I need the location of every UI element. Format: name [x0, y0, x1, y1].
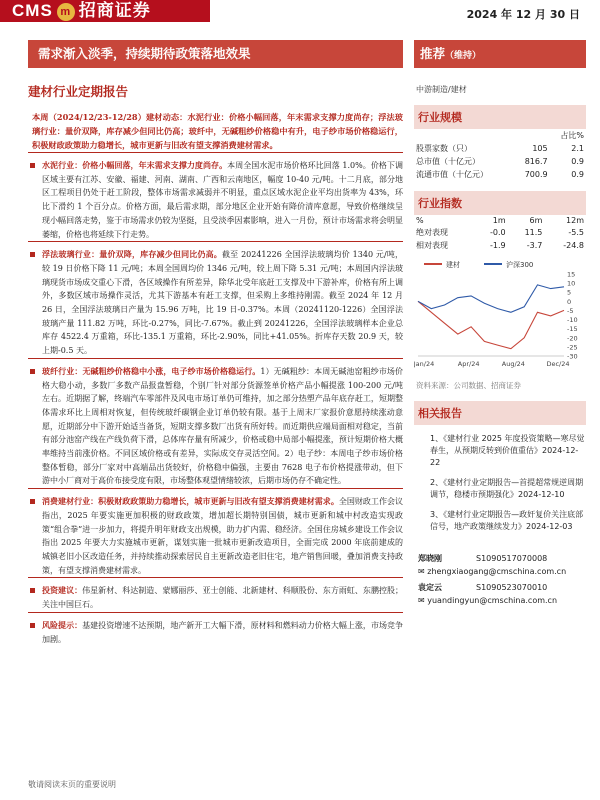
section-head: 玻纤行业：无碱粗纱价格稳中小涨，电子纱市场价格稳运行。: [42, 365, 261, 376]
logo-mark-icon: m: [57, 3, 75, 21]
cell: 流通市值（十亿元）: [416, 170, 488, 179]
related-title: 相关报告: [414, 401, 586, 425]
section-head: 水泥行业：价格小幅回落，年末需求支撑力度尚存。: [42, 160, 228, 170]
section-head: 浮法玻璃行业：量价双降，库存减少但同比仍高。: [42, 249, 222, 260]
rating-banner: [414, 40, 586, 68]
y-tick-label: -15: [567, 325, 578, 334]
bullet-icon: [30, 588, 35, 593]
section-risk: [28, 619, 403, 646]
cell: 总市值（十亿元）: [416, 157, 480, 166]
list-item[interactable]: [418, 509, 586, 533]
analyst-name: 郑晓刚: [418, 554, 442, 563]
divider: [28, 612, 403, 613]
section-body: 全国财政工作会议指出，2025 年要实施更加积极的财政政策，增加超长期特别国债，城市更新和城中村改造实现政策“组合拳”进一步加力，将提升明年财政支出规模，助力扩内需、稳经济。全国住房城乡建设工作会议指出 2025 年要大力实施城市更新，谋划实施一批城市更新改造项目，全面完成 2000 年底前建成的城镇老旧小区改造任务，并持续推动探索居民自主更新改造老旧住宅，地产销售回暖，叠加消费支持政策，有望支撑消费建材需求。: [42, 497, 404, 575]
bullet-icon: [30, 499, 35, 504]
section-consumer-materials: [28, 495, 403, 577]
table-row: [414, 168, 586, 181]
rating-sub: （维持）: [445, 51, 482, 61]
cell: 0.9: [571, 170, 584, 179]
analyst-id: S1090523070010: [476, 583, 548, 592]
x-tick-label: Dec/24: [546, 360, 570, 368]
scale-title: 行业规模: [414, 105, 586, 129]
cell: 绝对表现: [416, 228, 448, 237]
section-body: 1）无碱粗纱：本周无碱池窑粗纱市场价格大稳小动，多数厂多数产品报盘暂稳，个别厂针对部分货源签单价格产品小幅提涨 100-200 元/吨左右。近期据了解，终端汽车零部件及风电市场订单仍可维持，加之部分热塑产品年底存赶工，短期整体需求环比上周相对恢复，但传统玻纤碳钢企业订单仍较有限。基于上周末厂家报价意愿持续涨动意愿，近期部分中下游开始适当备货，短期支撑多数厂出货有所好转。而近期供应端局面相对稳定，当前有部分池窑产线在产线负荷下滑，总体库存量有所减少，价格或稳中局部小幅提涨，预计短期价格大概率维持当前涨价格。不同区域价格或有差异，实际成交存灵活空间。2）电子纱：本周电子纱市场价格整体暂稳，部分厂家对中高端品出货较好，价格稳中偏强，主要由 7628 电子布价格提涨带动，但下游中小厂商对于高价布接受度有限，市场整体观望情绪较浓，后期市场仍存不确定性。: [42, 366, 404, 486]
y-tick-label: 5: [567, 288, 572, 297]
analyst-id: S1090517070008: [476, 554, 548, 563]
bullet-icon: [30, 623, 35, 628]
rating-label: 推荐: [420, 46, 446, 61]
table-row: [414, 226, 586, 239]
y-tick-label: -25: [567, 343, 578, 352]
table-row: [414, 142, 586, 155]
related-report[interactable]: 1、《建材行业 2025 年度投资策略—寒尽觉春生，从预期反转到价值重估》2024-12-22: [430, 434, 585, 467]
legend-label: 沪深300: [506, 261, 534, 269]
cell: 1m: [492, 216, 506, 225]
cell: -1.9: [490, 241, 506, 250]
divider: [28, 241, 403, 242]
line-chart: [414, 256, 586, 374]
divider: [28, 152, 403, 153]
section-head: 风险提示：: [42, 619, 83, 630]
cell: -24.8: [563, 241, 584, 250]
cell: -3.7: [526, 241, 543, 250]
y-tick-label: 0: [567, 297, 572, 306]
y-tick-label: -5: [567, 306, 574, 315]
section-body: 本周全国水泥市场价格环比回落 1.0%。价格下调区域主要有江苏、安徽、福建、河南、湖南、广西和云南地区，幅度 10-40 元/吨。十二月底，部分地区工程项目仍处于赶工阶段，整体市场需求减弱并不明显，重点区域水泥企业平均出货率为 43%，环比下滑约 1 个百分点。价格方面，最后需求期，部分地区企业开始有降价清库意愿，导致价格继续呈现小幅回落走势，鉴于市场需求仍较为坚挺，且受淡季因素影响，进入一月份，预计市场需求将会明显萎缩，价格也将延续下行走势。: [42, 161, 403, 239]
report-intro: 本周（2024/12/23-12/28）建材动态：水泥行业：价格小幅回落，年末需求支撑力度尚存；浮法玻璃行业：量价双降，库存减少但同比仍高；玻纤中，无碱粗纱价格稳中有升，电子纱市场价格稳运行，积极财政政策助力稳增长，城市更新与旧改有望支撑消费建材需求。: [32, 112, 403, 150]
table-row: [414, 239, 586, 252]
logo-text: CMS: [12, 1, 53, 20]
mail-icon: ✉: [418, 596, 428, 605]
logo-cn: 招商证券: [78, 1, 151, 20]
related-list: [414, 433, 586, 533]
cell: 700.9: [524, 170, 548, 179]
section-head: 消费建材行业：积极财政政策助力稳增长，城市更新与旧改有望支撑消费建材需求。: [42, 496, 339, 507]
analyst-name: 袁定云: [418, 583, 442, 592]
section-fiberglass: [28, 365, 403, 488]
cell: 816.7: [524, 157, 548, 166]
scale-col-header: 占比%: [560, 131, 584, 140]
cell: 12m: [566, 216, 584, 225]
analyst-email[interactable]: yuandingyun@cmschina.com.cn: [427, 596, 558, 605]
cell: 105: [532, 144, 548, 153]
report-subtitle: 建材行业定期报告: [28, 84, 129, 99]
cell: 6m: [529, 216, 543, 225]
divider: [28, 577, 403, 578]
y-tick-label: 10: [567, 279, 576, 288]
analyst-email[interactable]: zhengxiaogang@cmschina.com.cn: [427, 567, 567, 576]
y-tick-label: -30: [567, 352, 578, 361]
bullet-icon: [30, 252, 35, 257]
cell: 0.9: [571, 157, 584, 166]
perf-table: [414, 215, 586, 252]
cell: -0.0: [490, 228, 506, 237]
y-tick-label: -10: [567, 316, 578, 325]
section-body: 截至 20241226 全国浮法玻璃均价 1340 元/吨，较 19 日价格下降 11 元/吨；本周全国周均价 1346 元/吨，较上周下降 5.31 元/吨；本周国内浮法玻璃现货市场成交重心下滑，各区域操作有所差异，除华北受年底赶工支撑及中下游补库，价格有所上调外，多数区域市场操作灵活，尤其下游基本有赶工支撑，但采购上多维持刚需。截至 2024 年 12 月 26 日，全国浮法玻璃日产量为 15.96 万吨，比 19 日-0.37%。本周（20241120-1226）全国浮法玻璃产量 111.82 万吨，环比-0.27%，同比-7.67%。截止到 20241226，全国浮法玻璃样本企业总库存 4522.4 万重箱，环比-135.1 万重箱，环比-2.90%，同比+41.05%。折库存天数 20.9 天，较上期-0.5 天。: [42, 250, 404, 356]
mail-icon: ✉: [418, 567, 428, 576]
section-body: 伟星新材、科达制造、蒙娜丽莎、亚士创能、北新建材、科顺股份、东方雨虹、东鹏控股；关注中国巨石。: [42, 586, 404, 610]
y-tick-label: -20: [567, 334, 578, 343]
bullet-icon: [30, 369, 35, 374]
section-glass: [28, 248, 403, 358]
related-report[interactable]: 3、《建材行业定期报告—政奸复价关注底部信号，地产政策继续发力》2024-12-03: [430, 510, 584, 531]
analysts: [414, 553, 586, 605]
industry-label: 中游制造/建材: [416, 85, 467, 94]
x-tick-label: Aug/24: [501, 360, 525, 368]
cell: 2.1: [571, 144, 584, 153]
cell: 股票家数（只）: [416, 144, 472, 153]
cell: 相对表现: [416, 241, 448, 250]
legend-label: 建材: [446, 261, 460, 269]
table-row: [414, 155, 586, 168]
perf-title: 行业指数: [414, 191, 586, 215]
cell: 11.5: [524, 228, 543, 237]
section-investment: [28, 584, 403, 611]
bullet-icon: [30, 163, 35, 168]
chart-source: 资料来源：公司数据、招商证券: [416, 381, 521, 390]
footer-note: 敬请阅读末页的重要说明: [28, 780, 116, 789]
list-item[interactable]: [418, 477, 586, 501]
x-tick-label: Apr/24: [457, 360, 480, 368]
section-head: 投资建议：: [42, 585, 83, 596]
scale-table: [414, 129, 586, 181]
brand-logo: [0, 0, 210, 22]
report-title: 需求渐入淡季，持续期待政策落地效果: [28, 40, 403, 68]
divider: [28, 488, 403, 489]
cell: %: [416, 216, 424, 225]
series-line: [418, 285, 564, 312]
cell: -5.5: [568, 228, 584, 237]
x-tick-label: Jan/24: [414, 360, 435, 368]
sidebar: [414, 40, 586, 605]
divider: [28, 358, 403, 359]
main-column: [28, 40, 403, 646]
section-body: 基建投资增速不达预期，地产新开工大幅下滑，原材料和燃料动力价格大幅上涨，市场竞争加剧。: [42, 620, 404, 644]
index-chart: [414, 256, 586, 378]
related-report[interactable]: 2、《建材行业定期报告—首提超常规逆周期调节，稳楼市预期强化》2024-12-10: [430, 478, 584, 499]
y-tick-label: 15: [567, 270, 576, 279]
section-cement: [28, 159, 403, 241]
list-item[interactable]: [418, 433, 586, 469]
report-date: 2024 年 12 月 30 日: [466, 8, 580, 21]
series-line: [418, 301, 564, 348]
header: [0, 0, 600, 40]
